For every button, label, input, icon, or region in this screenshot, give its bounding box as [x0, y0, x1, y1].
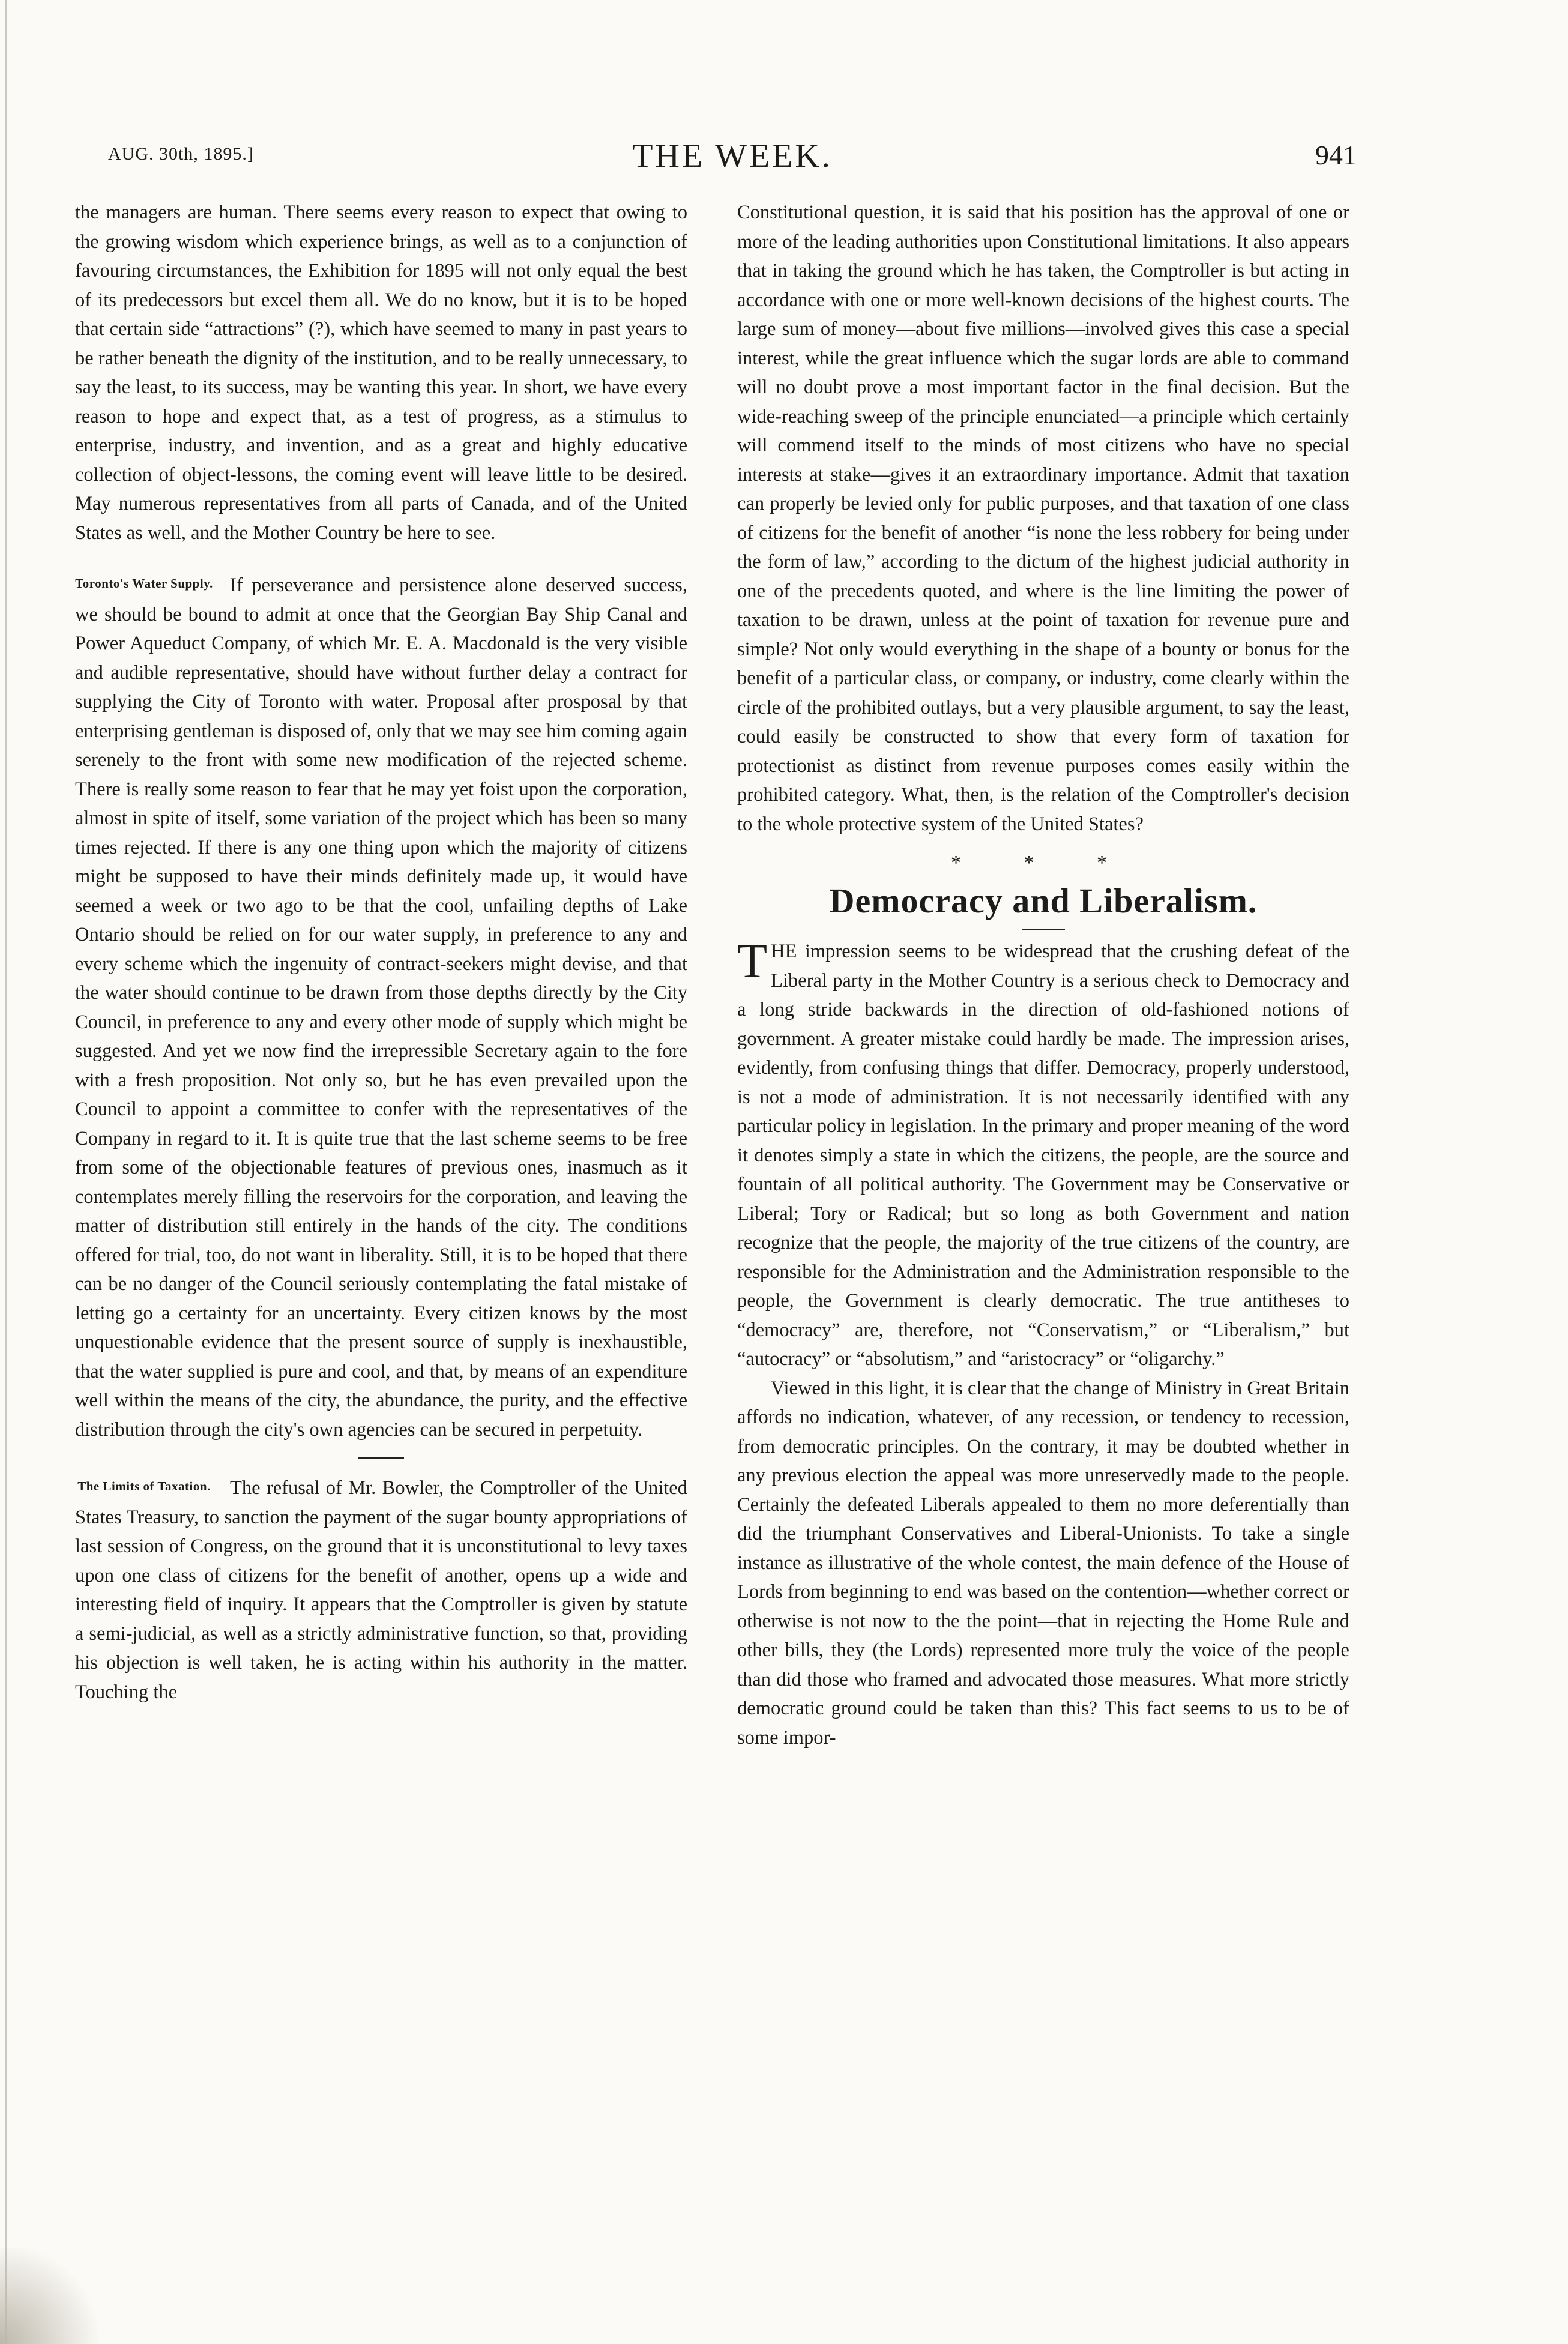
taxation-section — [75, 1474, 687, 1707]
page-edge-shadow — [5, 0, 7, 2344]
democracy-paragraph-2: Viewed in this light, it is clear that the change of Ministry in Great Britain affords no indication, whatever, of any recession, or tendency to recession, from democratic principles. On the contrary, it may be doubted whether in any previous election the appeal was more unreservedly made to the people. Certainly the defeated Liberals appealed to them no more deferentially than did the triumphant Conservatives and Liberal-Unionists. To take a single instance as illustrative of the whole contest, the main defence of the House of Lords from beginning to end was based on the contention—whether correct or otherwise is not now to the the point—that in rejecting the Home Rule and other bills, they (the Lords) represented more truly the voice of the people than did those who framed and advocated those measures. What more strictly democratic ground could be taken than this? This fact seems to us to be of some impor- — [737, 1377, 1349, 1749]
title-rule — [1022, 929, 1065, 930]
page-header — [108, 137, 1357, 185]
exhibition-paragraph: the managers are human. There seems every reason to expect that owing to the growing wisdom which experience brings, as well as to a conjunction of favouring circumstances, the Exhibition for 1895 will not only equal the best of its predecessors but excel them all. We do no know, but it is to be hoped that certain side “attractions” (?), which have seemed to many in past years to be rather beneath the dignity of the institution, and to be really unnecessary, to say the least, to its success, may be wanting this year. In short, we have every reason to hope and expect that, as a test of progress, as a stimulus to enterprise, industry, and invention, and as a great and highly educative collection of object-lessons, the coming event will leave little to be desired. May numerous representatives from all parts of Canada, and of the United States as well, and the Mother Country be here to see. — [75, 202, 687, 544]
corner-smudge — [0, 2248, 108, 2344]
issue-date: AUG. 30th, 1895.] — [108, 144, 254, 164]
article-title: Democracy and Liberalism. — [829, 881, 1258, 920]
democracy-article — [737, 933, 1349, 1752]
right-column — [737, 198, 1349, 1752]
taxation-side-heading: The Limits of Taxation. — [77, 1479, 211, 1493]
drop-cap: T — [737, 933, 768, 988]
taxation-continuation: Constitutional question, it is said that his position has the approval of one or more of the leading authorities upon Constitutional limitations. It also appears that in taking the ground which he has taken, the Comptroller is but acting in accordance with one or more well-known decisions of the highest courts. The large sum of money—about five millions—involved gives this case a special interest, while the great influence which the sugar lords are able to command will no doubt prove a most important factor in the final decision. But the wide-reaching sweep of the principle enunciated—a principle which certainly will commend itself to the minds of most citizens who have no special interests at stake—gives it an extraordinary importance. Admit that taxation can properly be levied only for public purposes, and that taxation of one class of citizens for the benefit of another “is none the less robbery for being under the form of law,” according to the dictum of the highest judicial authority in one of the precedents quoted, and where is the line limiting the power of taxation to be drawn, unless at the point of taxation for revenue pure and simple? Not only would everything in the shape of a bounty or bonus for the benefit of a particular class, or company, or industry, come clearly within the circle of the prohibited outlays, but a very plausible argument, to say the least, could easily be constructed to show that every form of taxation for protectionist as distinct from revenue purposes comes easily within the prohibited category. What, then, is the relation of the Comptroller's decision to the whole protective system of the United States? — [737, 202, 1349, 835]
water-supply-text: If perseverance and persistence alone deserved success, we should be bound to admit at once that the Georgian Bay Ship Canal and Power Aqueduct Company, of which Mr. E. A. Macdonald is the very visible and audible representative, should have without further delay a contract for supplying the City of Toronto with water. Proposal after prosposal by that enterprising gentleman is disposed of, only that we may see him coming again serenely to the front with some new modification of the rejected scheme. There is really some reason to fear that he may yet foist upon the corporation, almost in spite of itself, some variation of the project which has been so many times rejected. If there is any one thing upon which the majority of citizens might be supposed to have their minds definitely made up, it would have seemed a week or two ago to be that the cool, unfailing depths of Lake Ontario should be relied on for our water supply, in preference to any and every scheme which the ingenuity of contract-seekers might devise, and that the water should continue to be drawn from those depths directly by the City Council, in preference to any and every other mode of supply which might be suggested. And yet we now find the irrepressible Secretary again to the fore with a fresh proposition. Not only so, but he has even prevailed upon the Council to appoint a committee to confer with the representatives of the Company in regard to it. It is quite true that the last scheme seems to be free from some of the objectionable features of previous ones, inasmuch as it contemplates merely filling the reservoirs for the corporation, and leaving the matter of distribution still entirely in the hands of the city. The conditions offered for trial, too, do not want in liberality. Still, it is to be hoped that there can be no danger of the Council seriously contemplating the fatal mistake of letting go a certainty for an uncertainty. Every citizen knows by the most unquestionable evidence that the present source of supply is inexhaustible, that the water supplied is pure and cool, and that, by means of an expenditure well within the means of the city, the abundance, the purity, and the effective distribution through the city's own agencies can be secured in perpetuity. — [75, 574, 687, 1441]
publication-title: THE WEEK. — [632, 137, 833, 175]
section-divider — [358, 1457, 404, 1459]
section-stars: * * * — [951, 852, 1136, 874]
page-number: 941 — [1315, 140, 1357, 170]
left-column — [75, 198, 687, 1707]
water-supply-section — [75, 571, 687, 1444]
water-supply-side-heading: Toronto's Water Supply. — [75, 576, 213, 591]
democracy-paragraph-1: HE impression seems to be widespread that the crushing defeat of the Liberal party in the Mother Country is a serious check to Democracy and a long stride backwards in the direction of old-fashioned notions of government. A greater mistake could hardly be made. The impression arises, evidently, from confusing things that differ. Democracy, properly understood, is not a mode of administration. It is not necessarily identified with any particular policy in legislation. In the primary and proper meaning of the word it denotes simply a state in which the citizens, the people, are the source and fountain of all political authority. The Government may be Conservative or Liberal; Tory or Radical; but so long as both Government and nation recognize that the people, the majority of the true citizens of the country, are responsible for the Administration and the Administration responsible to the people, the Government is clearly democratic. The true antitheses to “democracy” are, therefore, not “Conservatism,” or “Liberalism,” but “autocracy” or “absolutism,” and “aristocracy” or “oligarchy.” — [737, 941, 1349, 1370]
taxation-text: The refusal of Mr. Bowler, the Comptroller of the United States Treasury, to sanction the payment of the sugar bounty appropriations of last session of Congress, on the ground that it is unconstitutional to levy taxes upon one class of citizens for the benefit of another, opens up a wide and interesting field of inquiry. It appears that the Comptroller is given by statute a semi-judicial, as well as a strictly administrative function, so that, providing his objection is well taken, he is acting within his authority in the matter. Touching the — [75, 1477, 687, 1703]
